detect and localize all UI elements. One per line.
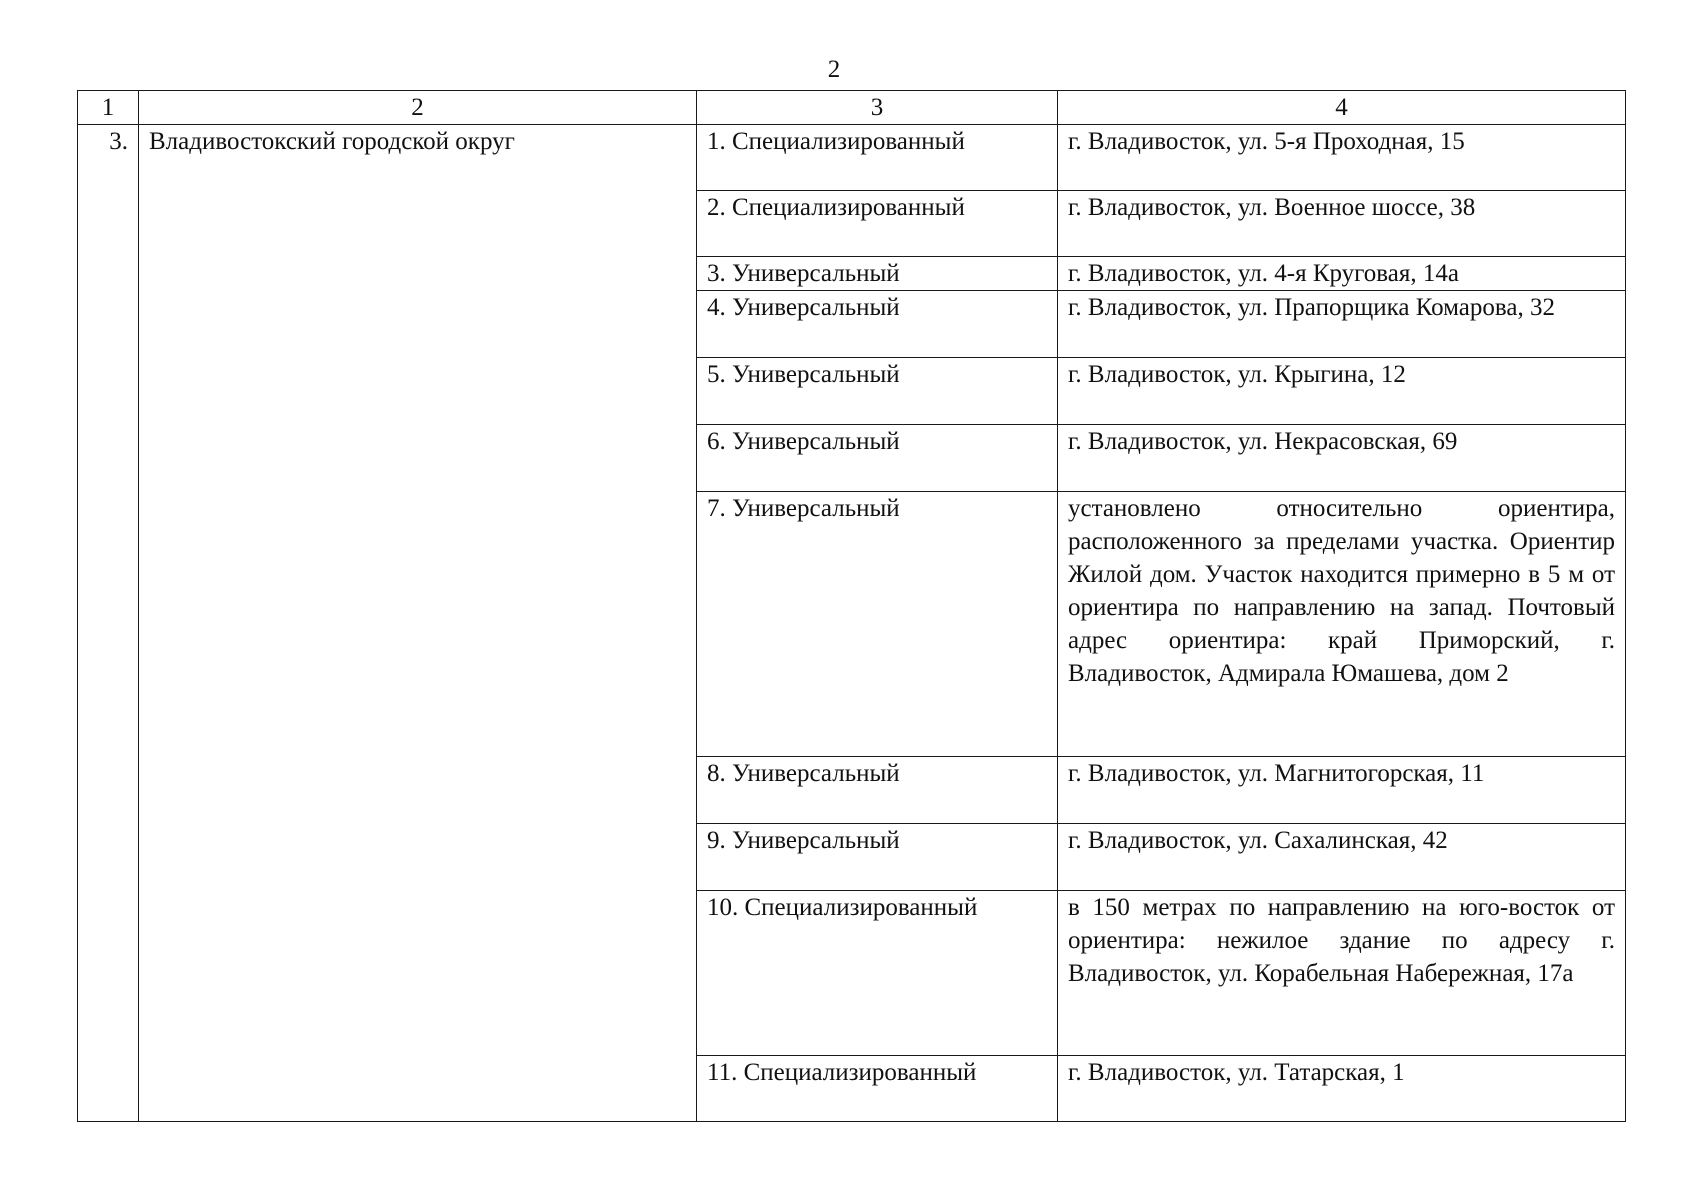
facility-type-cell: 11. Специализированный [697,1056,1058,1122]
facility-address-cell: в 150 метрах по направлению на юго-восток от ориентира: нежилое здание по адресу г. Владивосток, ул. Корабельная Набережная, 17а [1058,891,1626,1056]
column-header-2: 2 [139,91,697,125]
facility-type-cell: 9. Универсальный [697,824,1058,891]
facility-type-cell: 3. Универсальный [697,257,1058,291]
group-number-cell: 3. [78,125,139,1122]
facility-type-cell: 8. Универсальный [697,757,1058,824]
facility-address-cell: установлено относительно ориентира, расположенного за пределами участка. Ориентир Жилой дом. Участок находится примерно в 5 м от ориентира по направлению на запад. Почтовый адрес ориентира: край Приморский, г. Владивосток, Адмирала Юмашева, дом 2 [1058,492,1626,757]
facility-address-cell: г. Владивосток, ул. Некрасовская, 69 [1058,425,1626,492]
facility-type-cell: 10. Специализированный [697,891,1058,1056]
facility-address-cell: г. Владивосток, ул. Военное шоссе, 38 [1058,191,1626,257]
facility-type-cell: 1. Специализированный [697,125,1058,191]
facility-type-cell: 5. Универсальный [697,358,1058,425]
facility-address-cell: г. Владивосток, ул. Сахалинская, 42 [1058,824,1626,891]
facility-type-cell: 7. Универсальный [697,492,1058,757]
column-header-3: 3 [697,91,1058,125]
facility-type-cell: 2. Специализированный [697,191,1058,257]
facility-address-cell: г. Владивосток, ул. 5-я Проходная, 15 [1058,125,1626,191]
facilities-table [77,90,1626,1122]
table-header-row [78,91,1626,125]
column-header-1: 1 [78,91,139,125]
table-row [78,125,1626,191]
facility-type-cell: 6. Универсальный [697,425,1058,492]
facility-address-cell: г. Владивосток, ул. Магнитогорская, 11 [1058,757,1626,824]
page-number: 2 [827,56,841,83]
facility-address-cell: г. Владивосток, ул. Крыгина, 12 [1058,358,1626,425]
facility-type-cell: 4. Универсальный [697,291,1058,358]
municipality-name-cell: Владивостокский городской округ [139,125,697,1122]
facility-address-cell: г. Владивосток, ул. 4-я Круговая, 14а [1058,257,1626,291]
facility-address-cell: г. Владивосток, ул. Татарская, 1 [1058,1056,1626,1122]
column-header-4: 4 [1058,91,1626,125]
facility-address-cell: г. Владивосток, ул. Прапорщика Комарова, 32 [1058,291,1626,358]
